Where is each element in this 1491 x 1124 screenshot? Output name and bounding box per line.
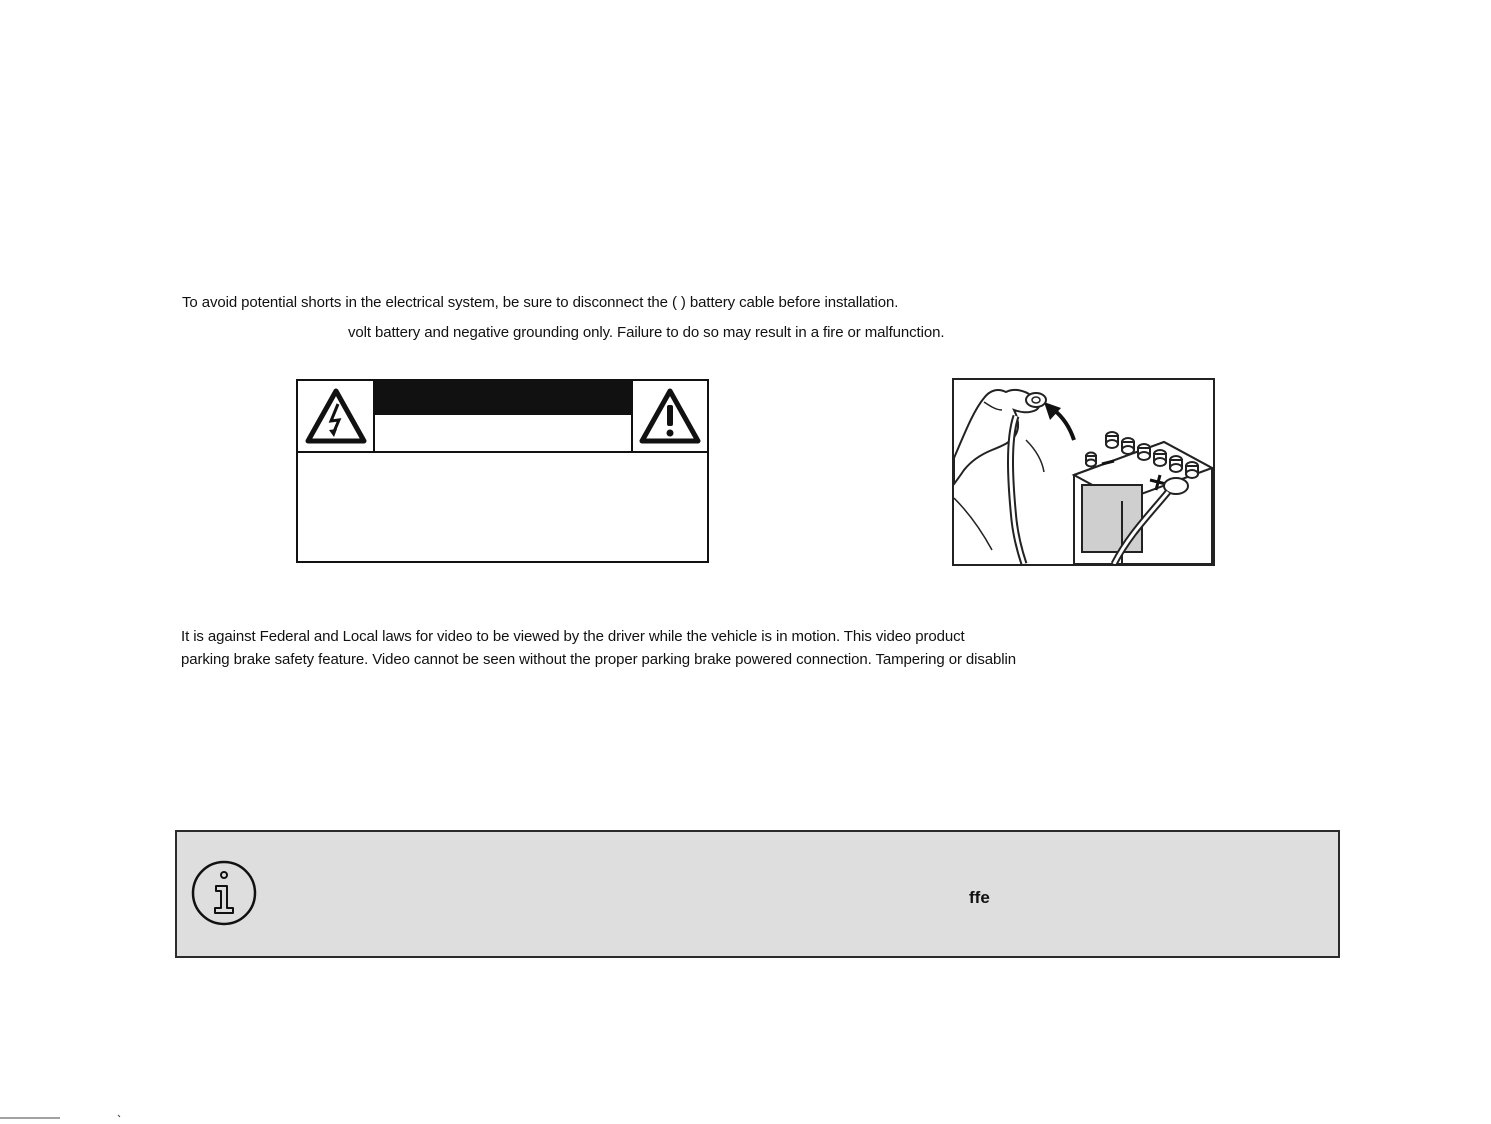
info-icon — [191, 860, 257, 926]
parking-brake-safety-text: parking brake safety feature. Video cannot be seen without the proper parking brake powered connection. Tampering or disablin — [181, 651, 1016, 668]
exclamation-warning-icon — [631, 381, 707, 451]
caution-label-title-band — [375, 381, 631, 415]
page-edge-marks — [0, 1106, 140, 1112]
caution-label-box — [296, 379, 709, 563]
battery-cable-disconnect-illustration — [952, 378, 1215, 566]
caution-label-header — [298, 381, 707, 453]
driver-video-law-text: It is against Federal and Local laws for video to be viewed by the driver while the vehicle is in motion. This video product — [181, 628, 965, 645]
battery-requirement-text: volt battery and negative grounding only. Failure to do so may result in a fire or malfunction. — [348, 324, 945, 341]
battery-disconnect-instruction: To avoid potential shorts in the electrical system, be sure to disconnect the ( ) battery cable before installation. — [182, 294, 899, 311]
info-note-box — [175, 830, 1340, 958]
electric-shock-warning-icon — [298, 381, 375, 451]
note-text-fragment: ffe — [969, 888, 990, 907]
